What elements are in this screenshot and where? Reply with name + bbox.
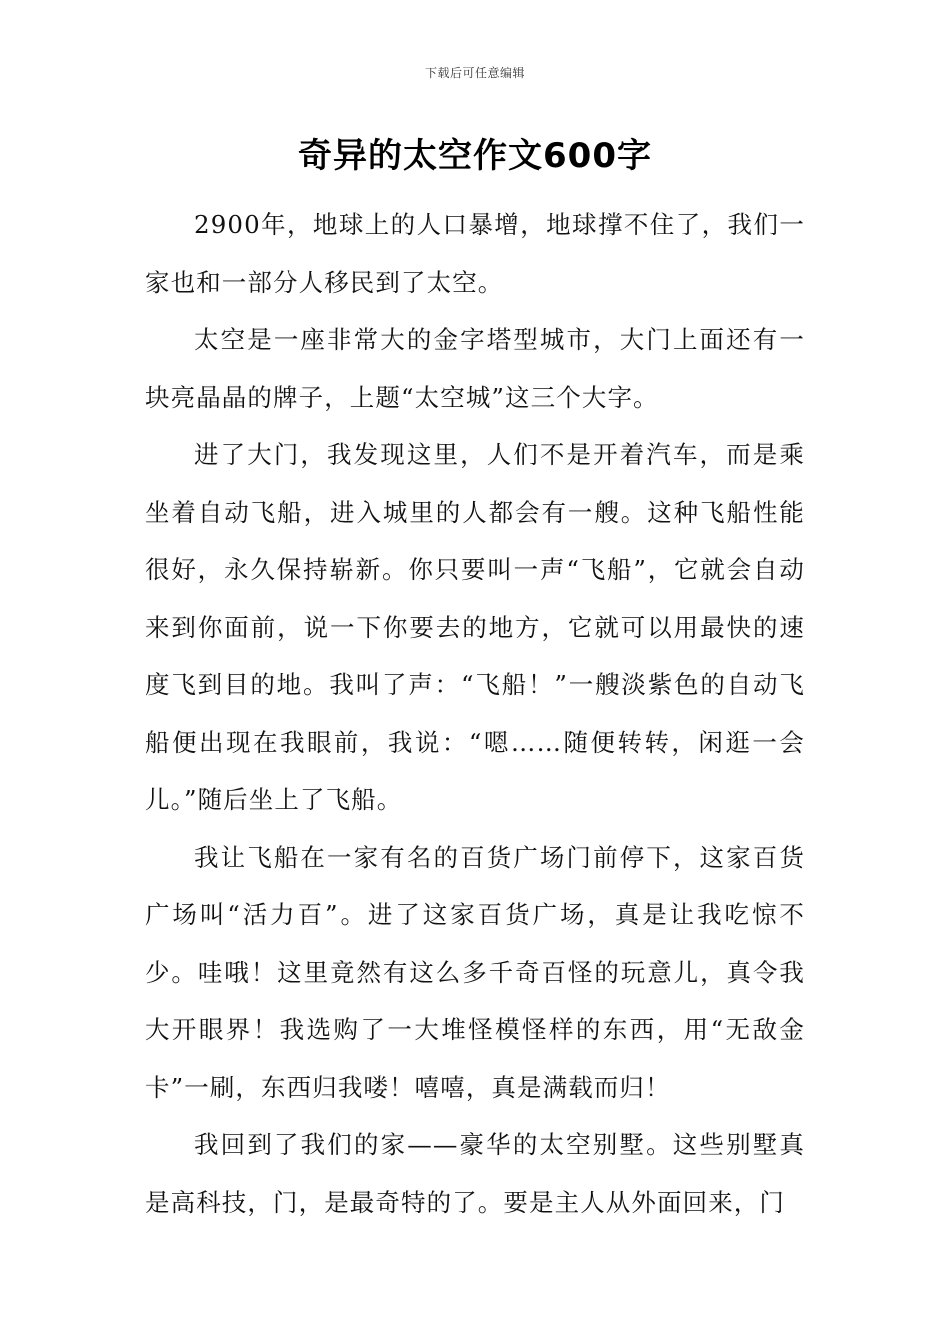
paragraph-3: 进了大门，我发现这里，人们不是开着汽车，而是乘坐着自动飞船，进入城里的人都会有一艘。这种飞船性能很好，永久保持崭新。你只要叫一声“飞船”，它就会自动来到你面前，说一下你要去的地方，它就可以用最快的速度飞到目的地。我叫了声：“飞船！”一艘淡紫色的自动飞船便出现在我眼前，我说：“嗯……随便转转，闲逛一会儿。”随后坐上了飞船。 xyxy=(145,440,805,814)
paragraph-1: 2900年，地球上的人口暴增，地球撑不住了，我们一家也和一部分人移民到了太空。 xyxy=(145,210,805,297)
paragraph-2: 太空是一座非常大的金字塔型城市，大门上面还有一块亮晶晶的牌子，上题“太空城”这三个大字。 xyxy=(145,325,805,412)
paragraph-5: 我回到了我们的家——豪华的太空别墅。这些别墅真是高科技，门，是最奇特的了。要是主人从外面回来，门 xyxy=(145,1130,805,1217)
document-title: 奇异的太空作文600字 xyxy=(298,136,652,176)
essay-body xyxy=(145,196,805,1231)
header-note: 下载后可任意编辑 xyxy=(424,66,525,80)
paragraph-4: 我让飞船在一家有名的百货广场门前停下，这家百货广场叫“活力百”。进了这家百货广场，真是让我吃惊不少。哇哦！这里竟然有这么多千奇百怪的玩意儿，真令我大开眼界！我选购了一大堆怪模怪样的东西，用“无敌金卡”一刷，东西归我喽！嘻嘻，真是满载而归！ xyxy=(145,842,805,1102)
